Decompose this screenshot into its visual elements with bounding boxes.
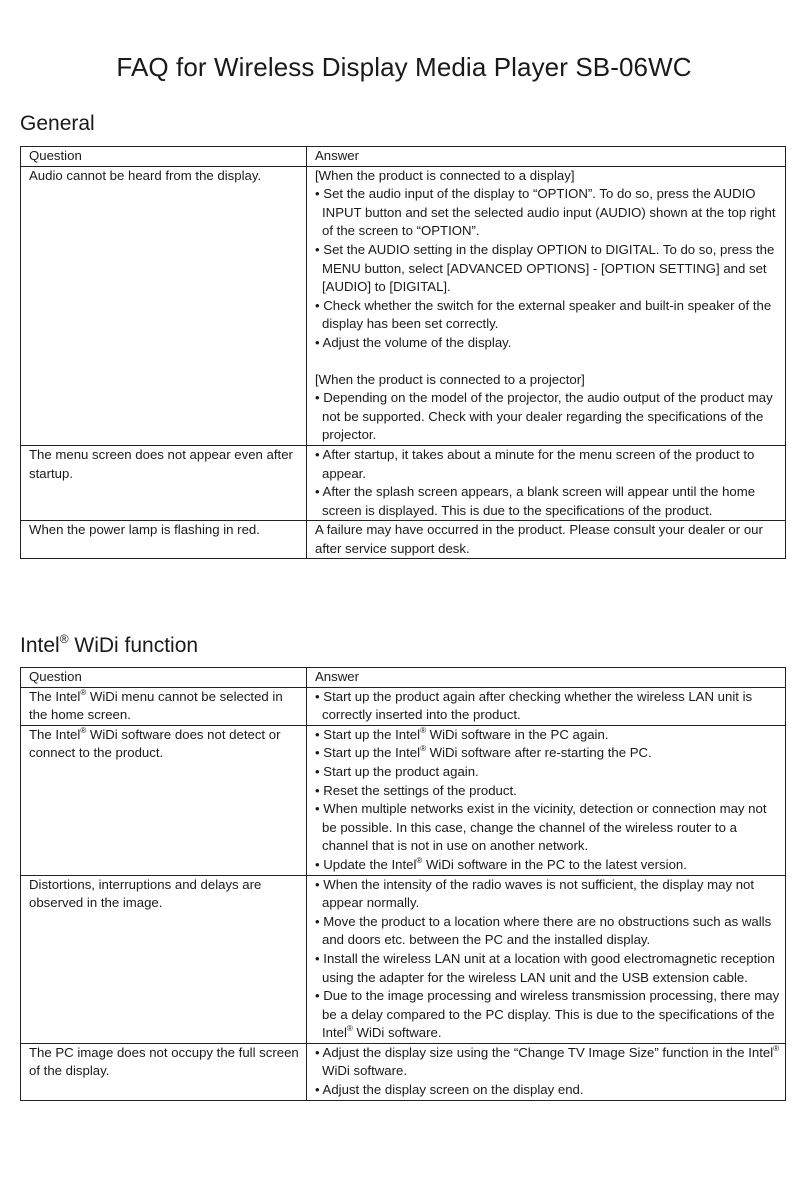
bullet-text: • Update the Intel [315, 856, 417, 872]
answer-bullet: • Set the AUDIO setting in the display OPTION to DIGITAL. To do so, press the MENU button, select [ADVANCED OPTIONS] - [OPTION SETTING] and set [AUDIO] to [DIGITAL]. [315, 241, 775, 295]
bullet-text: WiDi software. [352, 1025, 442, 1041]
registered-mark: ® [80, 725, 87, 735]
answer-bullet [315, 744, 781, 763]
answer-bullet: • Install the wireless LAN unit at a location with good electromagnetic reception using the adapter for the wireless LAN unit and the USB extension cable. [315, 950, 775, 985]
answer-bullet [315, 856, 781, 875]
section-title-text: WiDi function [68, 634, 199, 657]
answer-cell [307, 875, 786, 1043]
answer-cell [307, 687, 786, 725]
question-text: WiDi menu cannot be selected in the home screen. [29, 688, 283, 723]
bullet-text: WiDi software after re-starting the PC. [425, 745, 652, 761]
table-row [21, 521, 786, 559]
question-cell: When the power lamp is flashing in red. [21, 521, 307, 559]
question-cell: Audio cannot be heard from the display. [21, 166, 307, 445]
bullet-text: WiDi software. [322, 1063, 407, 1079]
answer-bullet: • Start up the product again after checking whether the wireless LAN unit is correctly inserted into the product. [315, 688, 753, 723]
table-row [21, 445, 786, 520]
answer-cell [307, 1043, 786, 1100]
bullet-text: • Adjust the display size using the “Change TV Image Size” function in the Intel [315, 1044, 774, 1060]
question-cell: The PC image does not occupy the full screen of the display. [21, 1043, 307, 1100]
answer-cell: A failure may have occurred in the product. Please consult your dealer or our after service support desk. [307, 521, 786, 559]
answer-heading: [When the product is connected to a projector] [315, 371, 585, 387]
question-text: The Intel [29, 726, 81, 742]
header-answer: Answer [307, 668, 786, 688]
answer-bullet: • Depending on the model of the projector, the audio output of the product may not be supported. Check with your dealer regarding the specifications of the projector. [315, 390, 773, 443]
section-title-general: General [20, 112, 95, 135]
general-faq-table [20, 146, 786, 559]
answer-cell [307, 445, 786, 520]
answer-bullet: • When the intensity of the radio waves is not sufficient, the display may not appear normally. [315, 876, 755, 911]
bullet-text: WiDi software in the PC to the latest version. [422, 856, 687, 872]
section-title-text: Intel [20, 634, 60, 657]
widi-faq-table [20, 667, 786, 1101]
table-row [21, 1043, 786, 1100]
answer-bullet: • After the splash screen appears, a blank screen will appear until the home screen is displayed. This is due to the specifications of the product. [315, 484, 756, 518]
answer-bullet: • Reset the settings of the product. [315, 782, 517, 798]
registered-mark: ® [420, 744, 426, 754]
answer-bullet: • Adjust the volume of the display. [315, 334, 512, 350]
registered-mark: ® [59, 632, 69, 646]
answer-bullet: • Set the audio input of the display to “OPTION”. To do so, press the AUDIO INPUT button and set the selected audio input (AUDIO) shown at the top right of the screen to “OPTION”. [315, 186, 776, 239]
registered-mark: ® [416, 855, 423, 865]
table-row [21, 725, 786, 875]
registered-mark: ® [420, 725, 426, 735]
answer-bullet: • Start up the product again. [315, 763, 479, 779]
answer-bullet [315, 1044, 781, 1081]
header-answer: Answer [307, 147, 786, 167]
answer-bullet: • When multiple networks exist in the vicinity, detection or connection may not be possible. In this case, change the channel of the wireless router to a channel that is not in use on another network. [315, 801, 767, 854]
registered-mark: ® [773, 1043, 780, 1053]
answer-bullet [315, 726, 781, 745]
question-text: WiDi software does not detect or connect to the product. [29, 726, 281, 761]
table-row [21, 875, 786, 1043]
answer-bullet: • Adjust the display screen on the display end. [315, 1082, 584, 1098]
answer-cell [307, 725, 786, 875]
registered-mark: ® [80, 687, 87, 697]
page-title: FAQ for Wireless Display Media Player SB-06WC [116, 52, 692, 82]
bullet-text: • Due to the image processing and wireless transmission processing, there may be a delay compared to the PC display. This is due to the specifications of the Intel [315, 988, 780, 1041]
answer-bullet: • After startup, it takes about a minute for the menu screen of the product to appear. [315, 446, 755, 481]
question-text: The Intel [29, 688, 81, 704]
spacer [315, 353, 781, 371]
answer-cell [307, 166, 786, 445]
bullet-text: • Start up the Intel [315, 726, 421, 742]
registered-mark: ® [346, 1024, 353, 1034]
question-cell [21, 687, 307, 725]
header-question: Question [21, 668, 307, 688]
bullet-text: WiDi software in the PC again. [425, 726, 609, 742]
answer-heading: [When the product is connected to a display] [315, 167, 575, 183]
answer-bullet: • Move the product to a location where there are no obstructions such as walls and doors etc. between the PC and the installed display. [315, 913, 772, 948]
table-row [21, 166, 786, 445]
table-header-row [21, 147, 786, 167]
bullet-text: • Start up the Intel [315, 745, 421, 761]
question-cell [21, 725, 307, 875]
table-row [21, 687, 786, 725]
header-question: Question [21, 147, 307, 167]
question-cell: Distortions, interruptions and delays are observed in the image. [21, 875, 307, 1043]
question-cell: The menu screen does not appear even after startup. [21, 445, 307, 520]
answer-bullet [315, 987, 781, 1043]
answer-bullet: • Check whether the switch for the external speaker and built-in speaker of the display has been set correctly. [315, 297, 772, 332]
table-header-row [21, 668, 786, 688]
section-title-widi [20, 632, 198, 658]
